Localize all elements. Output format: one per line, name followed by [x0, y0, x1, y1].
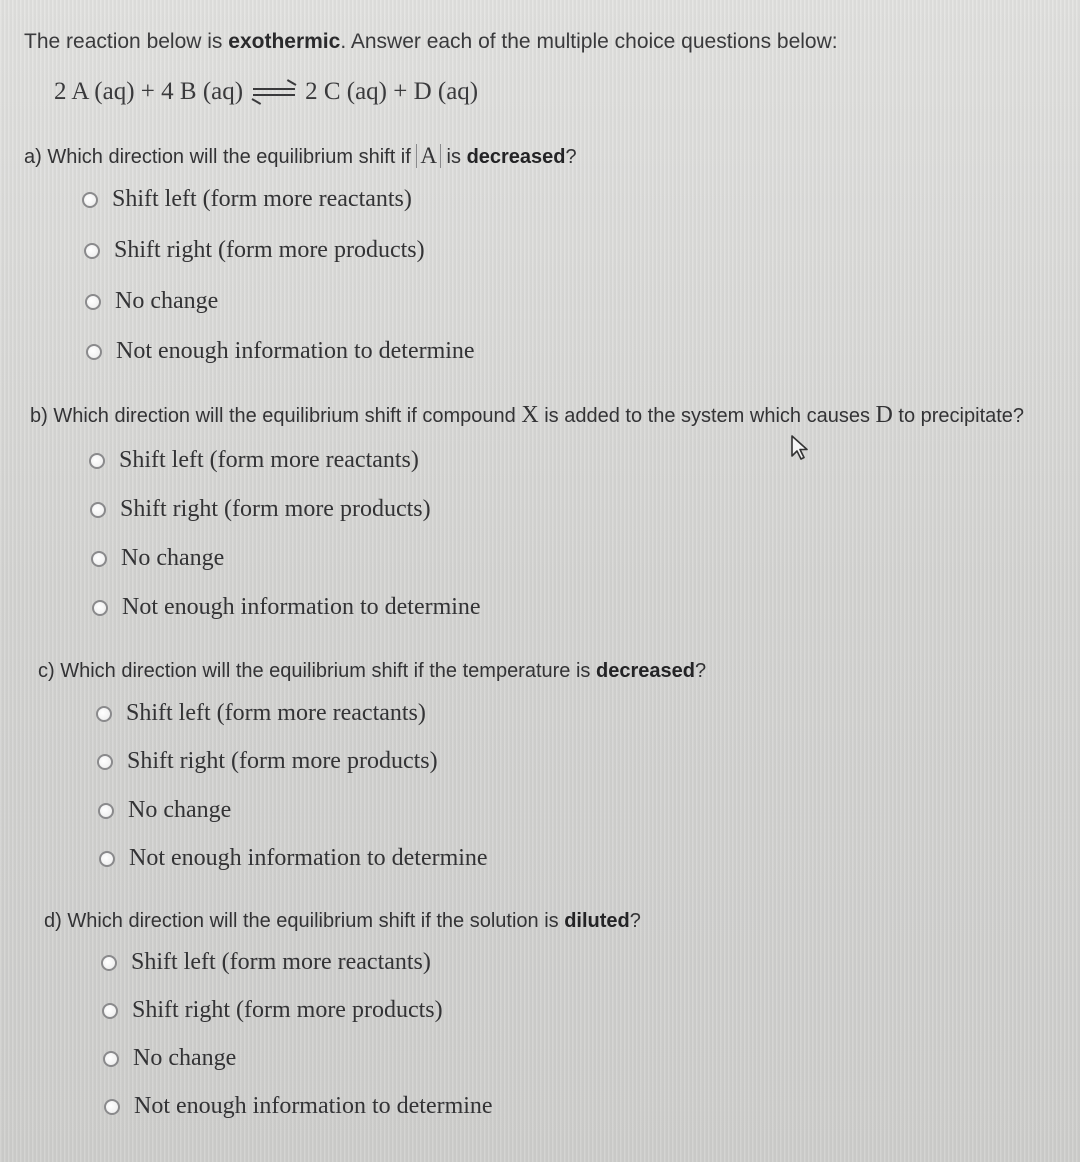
radio-icon[interactable] [89, 453, 105, 469]
option-d-not-enough-info[interactable] [104, 1093, 493, 1120]
question-b-suffix: to precipitate? [892, 405, 1025, 427]
option-label: No change [133, 1045, 237, 1071]
option-c-no-change[interactable] [98, 797, 231, 824]
question-d-suffix: ? [629, 910, 641, 932]
radio-icon[interactable] [98, 803, 114, 819]
question-b-middle: is added to the system which causes [538, 405, 876, 427]
option-label: Shift left (form more reactants) [119, 447, 419, 473]
question-c-suffix: ? [694, 660, 707, 682]
option-c-shift-left[interactable] [96, 700, 426, 727]
question-c [38, 660, 706, 683]
option-label: Not enough information to determine [129, 845, 488, 871]
radio-icon[interactable] [101, 955, 117, 971]
option-label: Shift right (form more products) [114, 237, 425, 263]
option-b-not-enough-info[interactable] [92, 594, 481, 621]
question-b [30, 402, 1024, 429]
option-d-shift-right[interactable] [102, 997, 443, 1024]
option-a-not-enough-info[interactable] [86, 338, 475, 365]
radio-icon[interactable] [92, 600, 108, 616]
radio-icon[interactable] [91, 551, 107, 567]
option-a-shift-right[interactable] [84, 237, 425, 264]
radio-icon[interactable] [85, 294, 101, 310]
option-label: Not enough information to determine [122, 594, 481, 620]
option-label: Shift left (form more reactants) [112, 186, 412, 212]
equation-products: 2 C (aq) + D (aq) [305, 78, 479, 105]
question-a-prefix: a) Which direction will the equilibrium shift if [24, 146, 417, 168]
intro-suffix: . Answer each of the multiple choice questions below: [340, 30, 838, 53]
compound-d: D [875, 402, 893, 428]
question-a-bold: decreased [466, 146, 566, 168]
option-c-shift-right[interactable] [97, 748, 438, 775]
option-label: Shift right (form more products) [132, 997, 443, 1023]
option-label: No change [121, 545, 225, 571]
concentration-bracket: A [416, 144, 441, 168]
question-a-middle: is [441, 146, 467, 168]
question-d-prefix: d) Which direction will the equilibrium shift if the solution is [44, 910, 565, 932]
option-a-shift-left[interactable] [82, 186, 412, 213]
intro-text [24, 30, 838, 54]
option-b-no-change[interactable] [91, 545, 224, 572]
intro-prefix: The reaction below is [24, 30, 229, 53]
mouse-cursor-icon [790, 434, 812, 460]
option-label: No change [115, 288, 219, 314]
question-a-suffix: ? [565, 146, 577, 168]
radio-icon[interactable] [103, 1051, 119, 1067]
option-label: No change [128, 797, 232, 823]
radio-icon[interactable] [82, 192, 98, 208]
question-a [24, 144, 577, 169]
equilibrium-arrow-icon [251, 85, 297, 99]
option-label: Shift right (form more products) [120, 496, 431, 522]
question-b-prefix: b) Which direction will the equilibrium shift if compound [30, 405, 522, 427]
option-c-not-enough-info[interactable] [99, 845, 488, 872]
equation-reactants: 2 A (aq) + 4 B (aq) [54, 78, 244, 105]
option-a-no-change[interactable] [85, 288, 218, 315]
radio-icon[interactable] [84, 243, 100, 259]
radio-icon[interactable] [99, 851, 115, 867]
radio-icon[interactable] [104, 1099, 120, 1115]
question-d [44, 910, 641, 933]
option-d-no-change[interactable] [103, 1045, 236, 1072]
option-label: Shift left (form more reactants) [126, 700, 426, 726]
radio-icon[interactable] [86, 344, 102, 360]
option-d-shift-left[interactable] [101, 949, 431, 976]
reaction-equation [54, 78, 478, 106]
radio-icon[interactable] [96, 706, 112, 722]
question-d-bold: diluted [564, 910, 630, 932]
option-b-shift-right[interactable] [90, 496, 431, 523]
option-label: Not enough information to determine [134, 1093, 493, 1119]
option-label: Shift right (form more products) [127, 748, 438, 774]
radio-icon[interactable] [97, 754, 113, 770]
radio-icon[interactable] [102, 1003, 118, 1019]
intro-bold: exothermic [228, 30, 341, 53]
option-label: Not enough information to determine [116, 338, 475, 364]
compound-x: X [521, 402, 539, 428]
option-b-shift-left[interactable] [89, 447, 419, 474]
question-c-bold: decreased [596, 660, 695, 682]
option-label: Shift left (form more reactants) [131, 949, 431, 975]
question-c-prefix: c) Which direction will the equilibrium shift if the temperature is [38, 660, 596, 682]
radio-icon[interactable] [90, 502, 106, 518]
